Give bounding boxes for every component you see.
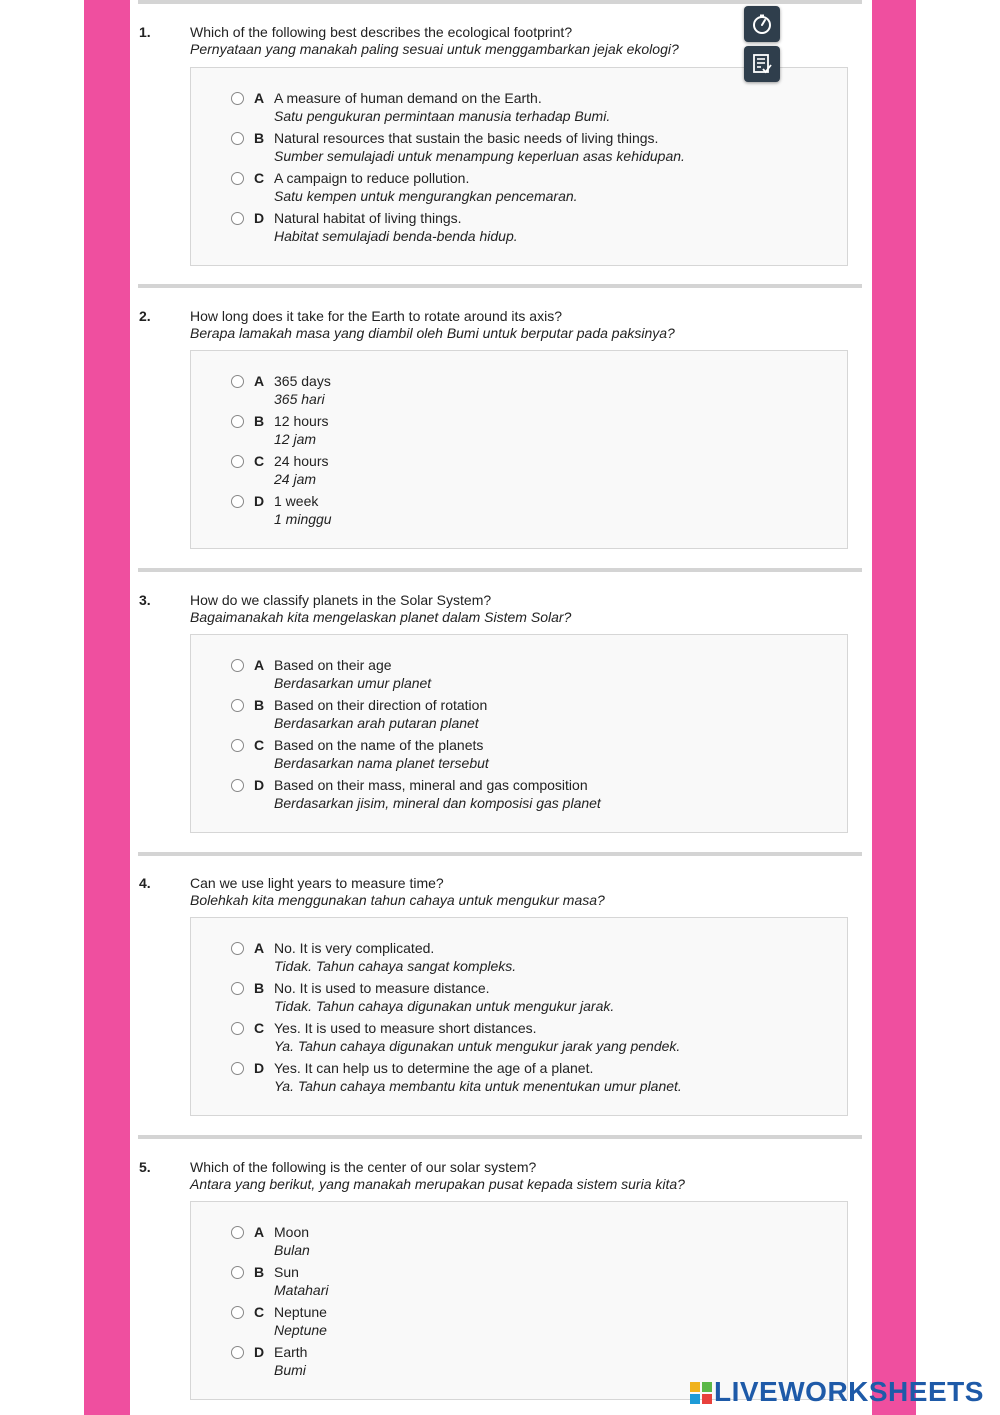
- section-divider: [138, 1135, 862, 1139]
- option-letter: C: [254, 1020, 265, 1036]
- option-text-ms: Tidak. Tahun cahaya sangat kompleks.: [274, 958, 517, 974]
- checklist-button[interactable]: [744, 46, 780, 82]
- option-b[interactable]: [231, 413, 831, 449]
- option-d[interactable]: [231, 777, 831, 813]
- option-letter: C: [254, 737, 265, 753]
- option-letter: B: [254, 1264, 265, 1280]
- option-text-ms: 12 jam: [274, 431, 317, 447]
- option-letter: A: [254, 657, 265, 673]
- radio-button[interactable]: [231, 699, 244, 712]
- option-text-ms: Berdasarkan jisim, mineral dan komposisi gas planet: [274, 795, 601, 811]
- radio-button[interactable]: [231, 1346, 244, 1359]
- question-text-en: Which of the following is the center of our solar system?: [190, 1159, 537, 1175]
- question-text-ms: Antara yang berikut, yang manakah merupakan pusat kepada sistem suria kita?: [190, 1176, 685, 1192]
- option-text-en: A campaign to reduce pollution.: [274, 170, 470, 186]
- option-text-en: Moon: [274, 1224, 310, 1240]
- option-text-ms: Berdasarkan umur planet: [274, 675, 432, 691]
- option-text-en: Neptune: [274, 1304, 327, 1320]
- option-b[interactable]: [231, 130, 831, 166]
- options-box: [190, 634, 848, 833]
- option-a[interactable]: [231, 940, 831, 976]
- left-border-band: [84, 0, 130, 1415]
- radio-button[interactable]: [231, 1022, 244, 1035]
- option-text-en: A measure of human demand on the Earth.: [274, 90, 542, 106]
- option-text-ms: Satu kempen untuk mengurangkan pencemaran.: [274, 188, 578, 204]
- radio-button[interactable]: [231, 132, 244, 145]
- section-divider: [138, 852, 862, 856]
- option-c[interactable]: [231, 1304, 831, 1340]
- option-text-en: Based on the name of the planets: [274, 737, 484, 753]
- option-text-ms: Bumi: [274, 1362, 306, 1378]
- radio-button[interactable]: [231, 92, 244, 105]
- question-text-en: How long does it take for the Earth to rotate around its axis?: [190, 308, 562, 324]
- radio-button[interactable]: [231, 375, 244, 388]
- option-a[interactable]: [231, 373, 831, 409]
- radio-button[interactable]: [231, 779, 244, 792]
- option-text-ms: Matahari: [274, 1282, 329, 1298]
- options-box: [190, 1201, 848, 1400]
- options-box: [190, 917, 848, 1116]
- option-text-ms: Habitat semulajadi benda-benda hidup.: [274, 228, 518, 244]
- radio-button[interactable]: [231, 942, 244, 955]
- option-letter: B: [254, 413, 265, 429]
- option-c[interactable]: [231, 1020, 831, 1056]
- options-box: [190, 350, 848, 549]
- option-letter: C: [254, 170, 265, 186]
- question-number: 5.: [139, 1159, 151, 1175]
- right-border-band: [872, 0, 916, 1415]
- radio-button[interactable]: [231, 455, 244, 468]
- option-letter: C: [254, 453, 265, 469]
- radio-button[interactable]: [231, 212, 244, 225]
- option-text-ms: Sumber semulajadi untuk menampung keperluan asas kehidupan.: [274, 148, 685, 164]
- option-text-en: Natural resources that sustain the basic needs of living things.: [274, 130, 659, 146]
- option-c[interactable]: [231, 737, 831, 773]
- liveworksheets-logo-icon: [690, 1382, 712, 1404]
- option-a[interactable]: [231, 1224, 831, 1260]
- radio-button[interactable]: [231, 739, 244, 752]
- option-letter: D: [254, 1060, 265, 1076]
- option-d[interactable]: [231, 493, 831, 529]
- logo-text: LIVEWORKSHEETS: [714, 1376, 984, 1407]
- question-text-ms: Berapa lamakah masa yang diambil oleh Bumi untuk berputar pada paksinya?: [190, 325, 675, 341]
- option-b[interactable]: [231, 1264, 831, 1300]
- option-text-en: 365 days: [274, 373, 331, 389]
- option-text-en: Yes. It is used to measure short distances.: [274, 1020, 537, 1036]
- option-d[interactable]: [231, 1060, 831, 1096]
- option-letter: B: [254, 980, 265, 996]
- option-text-ms: Neptune: [274, 1322, 327, 1338]
- option-text-ms: Bulan: [274, 1242, 310, 1258]
- option-letter: A: [254, 373, 265, 389]
- question-text-en: Can we use light years to measure time?: [190, 875, 444, 891]
- question-text-en: Which of the following best describes the ecological footprint?: [190, 24, 573, 40]
- option-b[interactable]: [231, 980, 831, 1016]
- radio-button[interactable]: [231, 1226, 244, 1239]
- section-divider: [138, 568, 862, 572]
- option-d[interactable]: [231, 1344, 831, 1380]
- radio-button[interactable]: [231, 1266, 244, 1279]
- option-d[interactable]: [231, 210, 831, 246]
- question-number: 2.: [139, 308, 151, 324]
- option-c[interactable]: [231, 170, 831, 206]
- question-text-ms: Bolehkah kita menggunakan tahun cahaya untuk mengukur masa?: [190, 892, 605, 908]
- option-a[interactable]: [231, 90, 831, 126]
- option-text-ms: Ya. Tahun cahaya membantu kita untuk menentukan umur planet.: [274, 1078, 682, 1094]
- option-text-en: Yes. It can help us to determine the age of a planet.: [274, 1060, 594, 1076]
- radio-button[interactable]: [231, 1306, 244, 1319]
- section-divider: [138, 0, 862, 4]
- option-letter: D: [254, 210, 265, 226]
- option-letter: D: [254, 777, 265, 793]
- option-text-en: Natural habitat of living things.: [274, 210, 462, 226]
- option-text-en: Earth: [274, 1344, 308, 1360]
- option-text-en: No. It is used to measure distance.: [274, 980, 490, 996]
- option-letter: A: [254, 90, 265, 106]
- question-number: 3.: [139, 592, 151, 608]
- radio-button[interactable]: [231, 1062, 244, 1075]
- question-number: 4.: [139, 875, 151, 891]
- option-letter: D: [254, 1344, 265, 1360]
- question-text-en: How do we classify planets in the Solar System?: [190, 592, 492, 608]
- option-a[interactable]: [231, 657, 831, 693]
- question-text-ms: Pernyataan yang manakah paling sesuai untuk menggambarkan jejak ekologi?: [190, 41, 679, 57]
- option-text-ms: Ya. Tahun cahaya digunakan untuk mengukur jarak yang pendek.: [274, 1038, 681, 1054]
- question-text-ms: Bagaimanakah kita mengelaskan planet dalam Sistem Solar?: [190, 609, 572, 625]
- options-box: [190, 67, 848, 266]
- timer-button[interactable]: [744, 6, 780, 42]
- radio-button[interactable]: [231, 659, 244, 672]
- option-text-en: No. It is very complicated.: [274, 940, 435, 956]
- liveworksheets-logo: [690, 1376, 984, 1408]
- option-letter: A: [254, 940, 265, 956]
- option-text-en: 12 hours: [274, 413, 329, 429]
- timer-icon: [751, 13, 773, 35]
- option-text-en: Sun: [274, 1264, 299, 1280]
- option-letter: B: [254, 130, 265, 146]
- option-letter: A: [254, 1224, 265, 1240]
- option-text-ms: Satu pengukuran permintaan manusia terhadap Bumi.: [274, 108, 611, 124]
- option-text-ms: 24 jam: [274, 471, 317, 487]
- radio-button[interactable]: [231, 495, 244, 508]
- radio-button[interactable]: [231, 172, 244, 185]
- option-text-en: Based on their age: [274, 657, 392, 673]
- radio-button[interactable]: [231, 982, 244, 995]
- option-b[interactable]: [231, 697, 831, 733]
- option-text-ms: 365 hari: [274, 391, 325, 407]
- option-text-ms: 1 minggu: [274, 511, 332, 527]
- option-letter: D: [254, 493, 265, 509]
- question-number: 1.: [139, 24, 151, 40]
- checklist-icon: [751, 53, 773, 75]
- option-text-en: 24 hours: [274, 453, 329, 469]
- section-divider: [138, 284, 862, 288]
- option-text-ms: Berdasarkan nama planet tersebut: [274, 755, 489, 771]
- option-letter: C: [254, 1304, 265, 1320]
- option-text-en: Based on their direction of rotation: [274, 697, 488, 713]
- option-c[interactable]: [231, 453, 831, 489]
- radio-button[interactable]: [231, 415, 244, 428]
- option-text-en: Based on their mass, mineral and gas composition: [274, 777, 588, 793]
- option-letter: B: [254, 697, 265, 713]
- option-text-en: 1 week: [274, 493, 319, 509]
- option-text-ms: Tidak. Tahun cahaya digunakan untuk mengukur jarak.: [274, 998, 615, 1014]
- option-text-ms: Berdasarkan arah putaran planet: [274, 715, 479, 731]
